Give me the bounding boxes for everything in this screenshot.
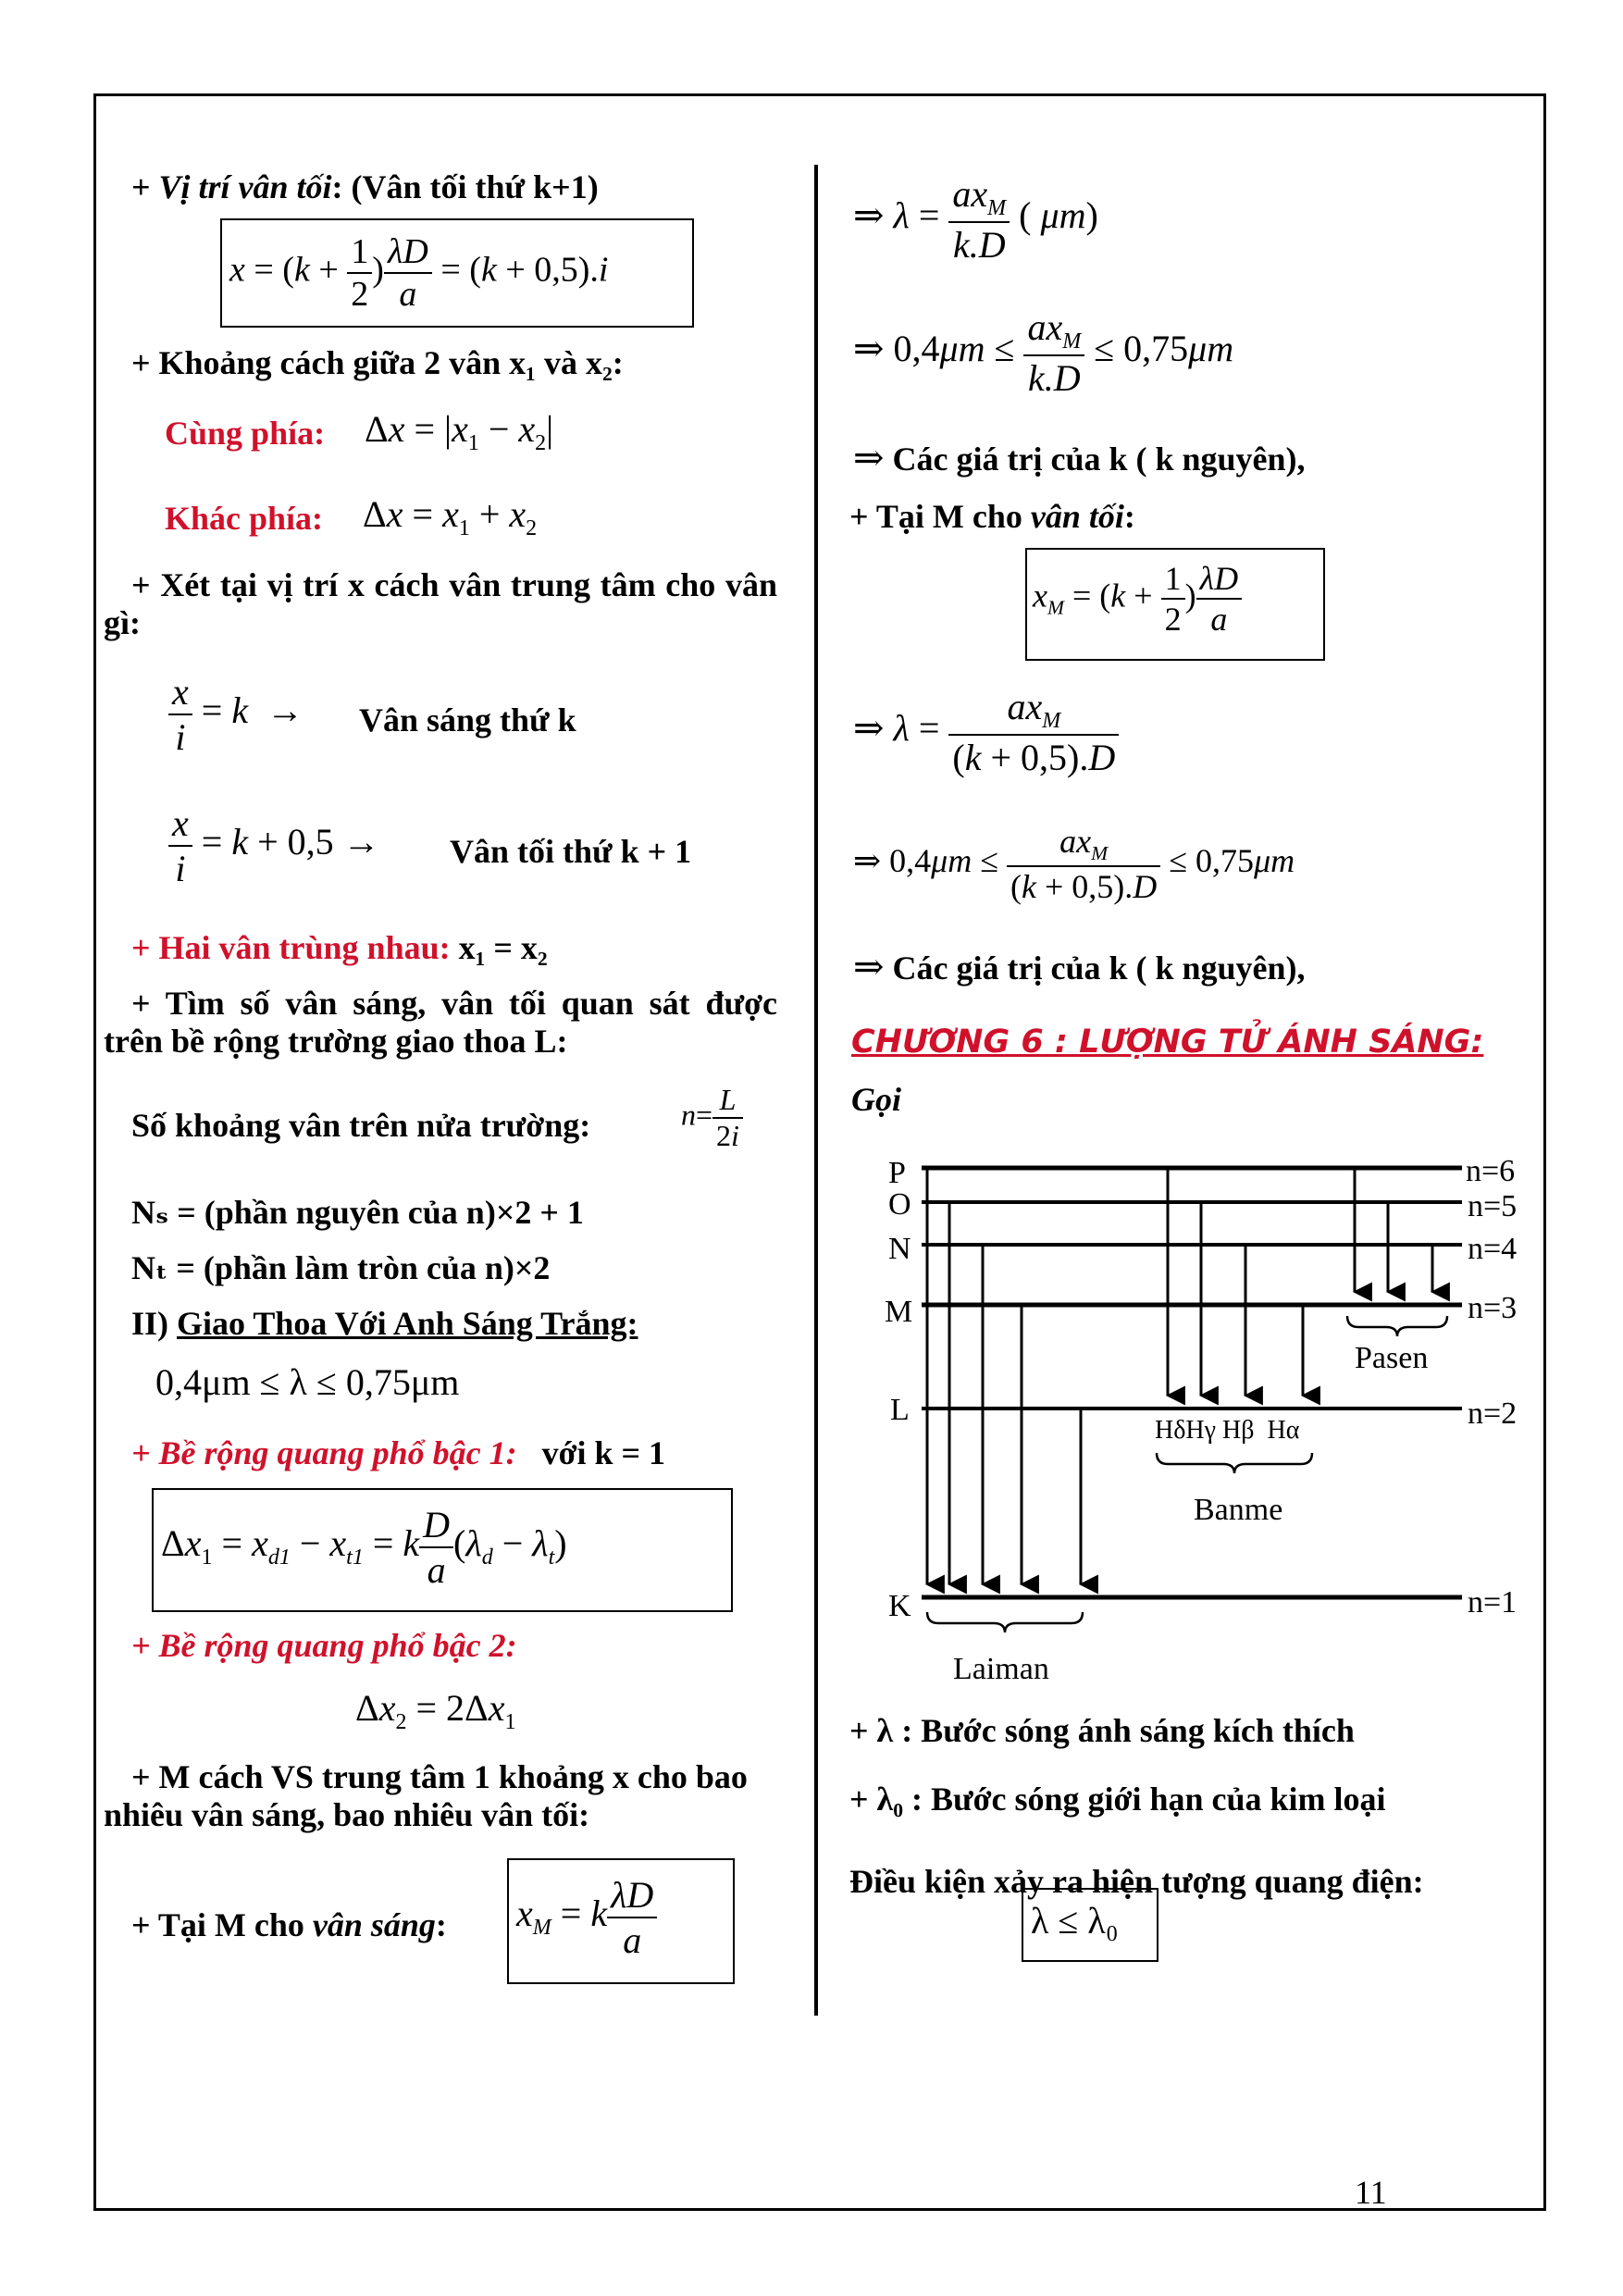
white-range-formula: 0,4μm ≤ λ ≤ 0,75μm (155, 1361, 460, 1403)
lambda-bright-formula: ⇒ λ = $\frac{ax_M}{k.D}$ ( μm) (853, 173, 1098, 266)
level-L: L (890, 1393, 910, 1427)
lambda0-definition: + λ₀ : Bước sóng giới hạn của kim loại (849, 1781, 1386, 1818)
lyman-arrows (927, 1168, 1081, 1584)
bright-k-formula: $\frac{x}{i}$ = k → (168, 670, 304, 759)
goi-label: Gọi (851, 1081, 901, 1118)
opposite-side-formula: $\Delta x = x_1 + x_2$ (363, 493, 538, 540)
dark-k-label: Vân tối thứ k + 1 (450, 833, 692, 870)
spectrum2-label: + Bề rộng quang phổ bậc 2: (131, 1627, 517, 1664)
m-bright-formula: $x_M = k$ $\frac{\lambda D}{a}$ (516, 1873, 657, 1962)
ineq-bright-formula: ⇒ 0,4μm ≤ $\frac{ax_M}{k.D}$ ≤ 0,75μm (853, 306, 1234, 399)
balmer-line-labels (1155, 1416, 1299, 1446)
m-dark-formula: $x_M = (k$ + $\frac{1}{2}$ ) $\frac{\lambda D}{a}$ (1033, 559, 1242, 639)
laiman-label: Laiman (953, 1652, 1049, 1686)
coincide-row: + Hai vân trùng nhau: x₁ = x₂ (131, 929, 548, 966)
m-question-text: + M cách VS trung tâm 1 khoảng x cho bao nhiêu vân sáng, bao nhiêu vân tối: (104, 1758, 748, 1834)
half-field-formula: n= $\frac{L}{2i}$ (681, 1083, 743, 1153)
spectrum1-row: + Bề rộng quang phổ bậc 1: với k = 1 (131, 1434, 666, 1471)
level-K: K (888, 1589, 911, 1623)
level-O: O (888, 1187, 911, 1222)
k-values2-row: ⇒ Các giá trị của k ( k nguyên), (853, 946, 1306, 987)
m-dark-label: + Tại M cho vân tối: (849, 498, 1135, 535)
spectrum1-formula: $\Delta x_1 = x_{d1} - x_{t1} = k$ $\frac{D}{a}$ $(\lambda_d - \lambda_t)$ (161, 1504, 567, 1591)
n5-label: n=5 (1468, 1189, 1518, 1223)
k-values-row: ⇒ Các giá trị của k ( k nguyên), (853, 437, 1306, 478)
find-count-text: + Tìm số vân sáng, vân tối quan sát được trên bề rộng trường giao thoa L: (104, 985, 777, 1061)
lambda-dark-formula: ⇒ λ = $\frac{ax_M}{(k + 0,5).D}$ (853, 685, 1119, 779)
paschen-arrows (1355, 1168, 1432, 1292)
same-side-formula: $\Delta x = |x_1 - x_2|$ (365, 408, 554, 455)
pasen-brace (1347, 1316, 1447, 1336)
lambda-definition: + λ : Bước sóng ánh sáng kích thích (849, 1712, 1355, 1749)
ns-rule: Nₛ = (phần nguyên của n)×2 + 1 (131, 1194, 584, 1231)
m-bright-label: + Tại M cho vân sáng: (131, 1906, 447, 1943)
level-P: P (888, 1156, 906, 1190)
h-alpha-label: Hα (1267, 1416, 1300, 1445)
level-N: N (888, 1232, 911, 1266)
n4-label: n=4 (1468, 1232, 1518, 1266)
chapter-title: CHƯƠNG 6 : LƯỢNG TỬ ÁNH SÁNG: (851, 1024, 1484, 1061)
same-side-label: Cùng phía: (165, 415, 326, 452)
dark-k-formula: $\frac{x}{i}$ = k + 0,5 → (168, 801, 380, 890)
ineq-dark-formula: ⇒ 0,4μm ≤ $\frac{ax_M}{(k + 0,5).D}$ ≤ 0,75μm (853, 823, 1295, 906)
n1-label: n=1 (1468, 1585, 1518, 1620)
n6-label: n=6 (1466, 1154, 1516, 1188)
check-position-text: + Xét tại vị trí x cách vân trung tâm cho vân gì: (104, 566, 777, 642)
condition-formula: λ ≤ λ₀ (1031, 1900, 1119, 1942)
h-delta-label: Hδ (1155, 1416, 1186, 1445)
opposite-side-label: Khác phía: (165, 500, 324, 537)
photoelectric-condition: Điều kiện xảy ra hiện tượng quang điện: (849, 1863, 1424, 1900)
spectrum2-formula: $\Delta x_2 = 2\Delta x_1$ (355, 1687, 516, 1734)
bright-k-label: Vân sáng thứ k (359, 701, 576, 738)
banme-label: Banme (1194, 1493, 1283, 1527)
h-beta-label: Hβ (1222, 1416, 1255, 1445)
h-gamma-label: Hγ (1185, 1416, 1217, 1445)
n3-label: n=3 (1468, 1291, 1518, 1325)
dark-position-heading: + Vị trí vân tối: (Vân tối thứ k+1) (131, 168, 599, 205)
page-number: 11 (1355, 2174, 1387, 2211)
n2-label: n=2 (1468, 1396, 1518, 1431)
laiman-brace (927, 1612, 1083, 1632)
distance-title: + Khoảng cách giữa 2 vân x₁ và x₂: (131, 344, 624, 381)
level-M: M (885, 1295, 913, 1329)
nt-rule: Nₜ = (phần làm tròn của n)×2 (131, 1249, 551, 1286)
dark-formula: x = (k + $\frac{1}{2}$ ) $\frac{\lambda D}{a}$ = (k + 0,5).i (229, 232, 609, 314)
condition-box (1022, 1888, 1158, 1962)
banme-brace (1157, 1453, 1312, 1473)
half-field-label: Số khoảng vân trên nửa trường: (131, 1107, 591, 1144)
pasen-label: Pasen (1355, 1341, 1429, 1375)
section2-heading: II) Giao Thoa Với Anh Sáng Trắng: (131, 1305, 638, 1342)
